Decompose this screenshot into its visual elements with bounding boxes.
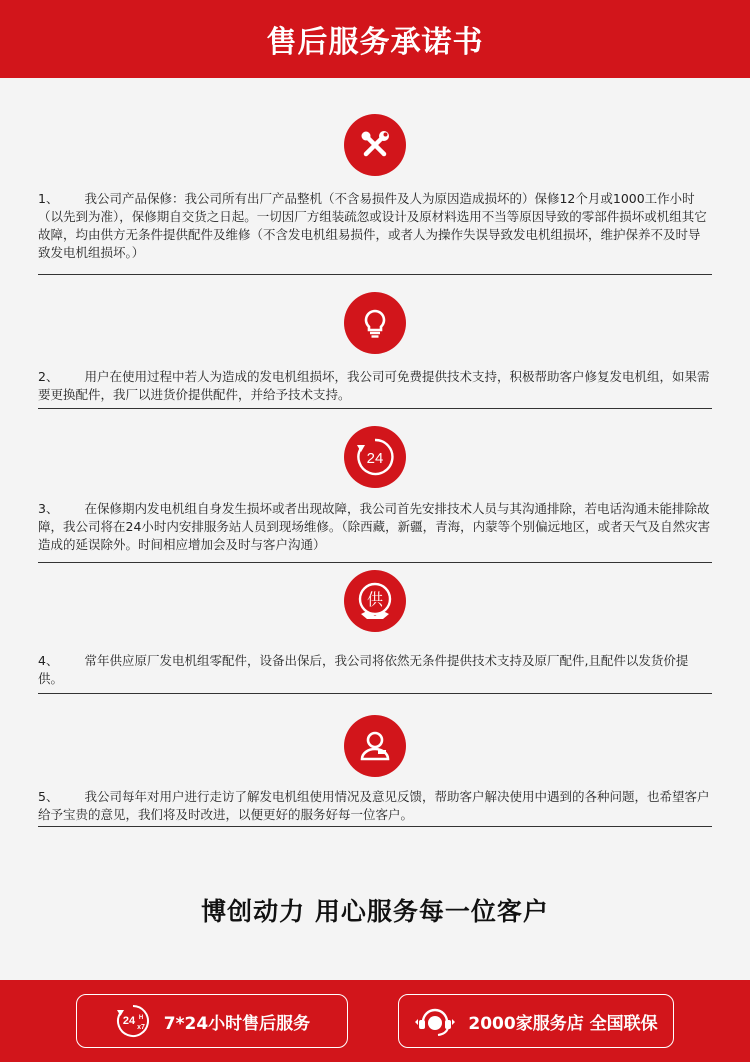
service-network-button[interactable]	[398, 994, 674, 1048]
page-title: 售后服务承诺书	[266, 25, 484, 60]
lightbulb-icon	[344, 292, 406, 354]
supply-icon	[344, 570, 406, 632]
svg-text:H: H	[138, 1015, 143, 1021]
divider-2	[38, 408, 712, 409]
slogan: 博创动力 用心服务每一位客户	[201, 897, 549, 926]
svg-text:供: 供	[366, 590, 384, 609]
after-sales-service-button[interactable]	[76, 994, 348, 1048]
divider-3	[38, 562, 712, 563]
24x7-clock-icon	[114, 1002, 152, 1040]
customer-service-icon	[344, 715, 406, 777]
tools-icon	[344, 114, 406, 176]
svg-text:24: 24	[122, 1015, 135, 1027]
after-sales-service-label: 7*24小时售后服务	[163, 1013, 311, 1034]
item-3-text: 3、 在保修期内发电机组自身发生损坏或者出现故障，我公司首先安排技术人员与其沟通排除，若电话沟通未能排除故障，我公司将在24小时内安排服务站人员到现场维修。（除西藏，新疆，青海，内蒙等个别偏远地区，或者天气及自然灾害造成的延误除外。时间相应增加会及时与客户沟通）	[38, 501, 711, 552]
svg-text:24: 24	[366, 450, 384, 467]
header-bar	[0, 0, 750, 78]
item-5-text: 5、 我公司每年对用户进行走访了解发电机组使用情况及意见反馈，帮助客户解决使用中遇到的各种问题，也希望客户给予宝贵的意见，我们将及时改进，以便更好的服务好每一位客户。	[38, 789, 710, 822]
svg-text:x7: x7	[136, 1024, 145, 1031]
item-1-text: 1、 我公司产品保修：我公司所有出厂产品整机（不含易损件及人为原因造成损坏的）保修12个月或1000工作小时（以先到为准），保修期自交货之日起。一切因厂方组装疏忽或设计及原材料选用不当等原因导致的零部件损坏或机组其它故障，均由供方无条件提供配件及维修（不含发电机组易损件，或者人为操作失误导致发电机组损坏，维护保养不及时导致发电机组损坏。）	[38, 191, 707, 260]
service-network-label: 2000家服务店 全国联保	[468, 1013, 658, 1034]
headset-service-icon	[414, 1002, 456, 1040]
24-hour-icon	[344, 426, 406, 488]
item-2-text: 2、 用户在使用过程中若人为造成的发电机组损坏，我公司可免费提供技术支持，积极帮助客户修复发电机组，如果需要更换配件，我厂以进货价提供配件，并给予技术支持。	[38, 369, 710, 402]
divider-4	[38, 693, 712, 694]
divider-5	[38, 826, 712, 827]
divider-1	[38, 274, 712, 275]
item-4-text: 4、 常年供应原厂发电机组零配件，设备出保后，我公司将依然无条件提供技术支持及原厂配件,且配件以发货价提供。	[38, 653, 689, 686]
